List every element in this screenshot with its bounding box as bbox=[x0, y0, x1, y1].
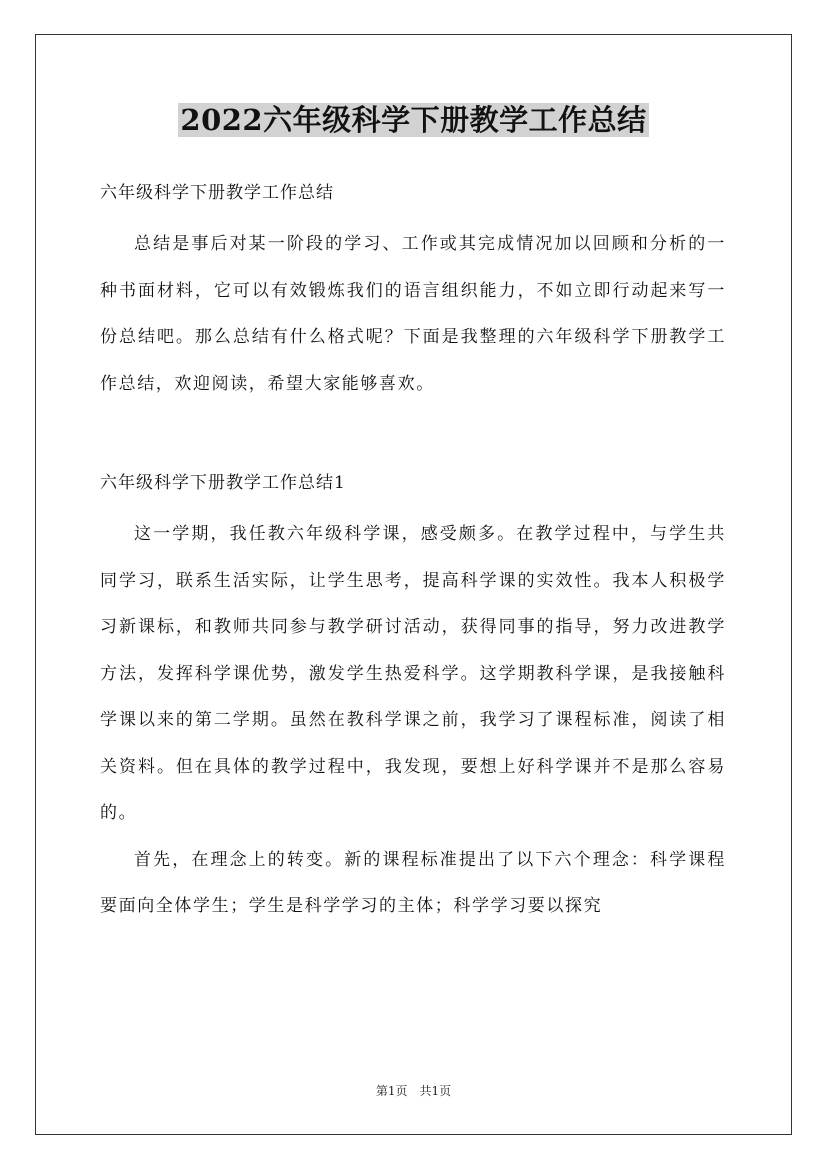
paragraph: 这一学期，我任教六年级科学课，感受颇多。在教学过程中，与学生共同学习，联系生活实际，让学生思考，提高科学课的实效性。我本人积极学习新课标，和教师共同参与教学研讨活动，获得同事的指导，努力改进教学方法，发挥科学课优势，激发学生热爱科学。这学期教科学课，是我接触科学课以来的第二学期。虽然在教科学课之前，我学习了课程标准，阅读了相关资料。但在具体的教学过程中，我发现，要想上好科学课并不是那么容易的。 bbox=[100, 524, 726, 823]
paragraph: 总结是事后对某一阶段的学习、工作或其完成情况加以回顾和分析的一种书面材料，它可以有效锻炼我们的语言组织能力，不如立即行动起来写一份总结吧。那么总结有什么格式呢？下面是我整理的六年级科学下册教学工作总结，欢迎阅读，希望大家能够喜欢。 bbox=[100, 234, 726, 394]
paragraph: 首先，在理念上的转变。新的课程标准提出了以下六个理念：科学课程要面向全体学生；学生是科学学习的主体；科学学习要以探究 bbox=[100, 849, 726, 916]
section-heading: 六年级科学下册教学工作总结 bbox=[100, 183, 334, 203]
page-number: 第1页 共1页 bbox=[375, 1084, 452, 1098]
page-footer bbox=[0, 1083, 827, 1099]
document-title bbox=[0, 98, 827, 142]
section-heading: 六年级科学下册教学工作总结1 bbox=[100, 473, 346, 493]
document-body bbox=[100, 175, 726, 930]
document-title-text: 2022六年级科学下册教学工作总结 bbox=[180, 103, 647, 137]
